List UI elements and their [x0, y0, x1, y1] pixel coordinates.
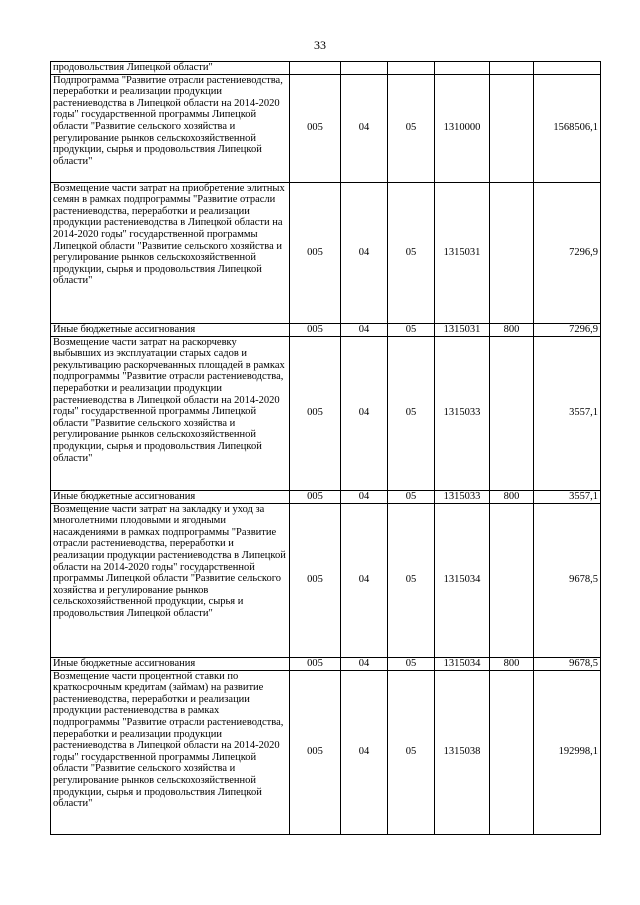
cell-subsection: 05	[388, 503, 435, 657]
cell-expense-type: 800	[490, 323, 534, 336]
cell-amount: 7296,9	[534, 182, 601, 323]
cell-section: 04	[341, 74, 388, 182]
budget-table-body	[51, 62, 601, 835]
cell-section: 04	[341, 503, 388, 657]
cell-expense-type	[490, 336, 534, 490]
cell-name: Подпрограмма "Развитие отрасли растениеводства, переработки и реализации продукции растениеводства в Липецкой области на 2014-2020 годы" государственной программы Липецкой области "Развитие сельского хозяйства и регулирование рынков сельскохозяйственной продукции, сырья и продовольствия Липецкой области"	[51, 74, 290, 182]
cell-ministry-code: 005	[290, 657, 341, 670]
cell-name: продовольствия Липецкой области"	[51, 62, 290, 75]
cell-target-article: 1315034	[435, 503, 490, 657]
cell-expense-type	[490, 62, 534, 75]
cell-subsection: 05	[388, 74, 435, 182]
table-row	[51, 490, 601, 503]
cell-target-article	[435, 62, 490, 75]
cell-subsection: 05	[388, 657, 435, 670]
cell-amount: 192998,1	[534, 670, 601, 834]
cell-section: 04	[341, 323, 388, 336]
cell-expense-type	[490, 74, 534, 182]
cell-expense-type: 800	[490, 657, 534, 670]
cell-name: Иные бюджетные ассигнования	[51, 657, 290, 670]
cell-section: 04	[341, 336, 388, 490]
cell-ministry-code: 005	[290, 74, 341, 182]
cell-section: 04	[341, 182, 388, 323]
cell-ministry-code: 005	[290, 503, 341, 657]
cell-name: Возмещение части затрат на раскорчевку выбывших из эксплуатации старых садов и рекультивацию раскорчеванных площадей в рамках подпрограммы "Развитие отрасли растениеводства, переработки и реализации продукции растениеводства в Липецкой области на 2014-2020 годы" государственной программы Липецкой области "Развитие сельского хозяйства и регулирование рынков сельскохозяйственной продукции, сырья и продовольствия Липецкой области"	[51, 336, 290, 490]
cell-amount: 9678,5	[534, 503, 601, 657]
cell-subsection: 05	[388, 182, 435, 323]
cell-amount: 9678,5	[534, 657, 601, 670]
table-row	[51, 336, 601, 490]
cell-subsection: 05	[388, 323, 435, 336]
cell-target-article: 1315034	[435, 657, 490, 670]
cell-expense-type	[490, 670, 534, 834]
table-row	[51, 657, 601, 670]
cell-ministry-code: 005	[290, 490, 341, 503]
cell-subsection: 05	[388, 336, 435, 490]
table-row	[51, 323, 601, 336]
cell-expense-type	[490, 503, 534, 657]
cell-name: Возмещение части затрат на приобретение элитных семян в рамках подпрограммы "Развитие отрасли растениеводства, переработки и реализации продукции растениеводства в Липецкой области на 2014-2020 годы" государственной программы Липецкой области "Развитие сельского хозяйства и регулирование рынков сельскохозяйственной продукции, сырья и продовольствия Липецкой области"	[51, 182, 290, 323]
cell-name: Иные бюджетные ассигнования	[51, 490, 290, 503]
cell-section: 04	[341, 670, 388, 834]
cell-ministry-code	[290, 62, 341, 75]
cell-target-article: 1315033	[435, 336, 490, 490]
cell-expense-type	[490, 182, 534, 323]
table-row	[51, 503, 601, 657]
page-number: 33	[314, 38, 326, 52]
cell-target-article: 1315031	[435, 323, 490, 336]
cell-name: Возмещение части процентной ставки по краткосрочным кредитам (займам) на развитие растениеводства, переработки и реализации продукции растениеводства в рамках подпрограммы "Развитие отрасли растениеводства, переработки и реализации продукции растениеводства в Липецкой области на 2014-2020 годы" государственной программы Липецкой области "Развитие сельского хозяйства и регулирование рынков сельскохозяйственной продукции, сырья и продовольствия Липецкой области"	[51, 670, 290, 834]
cell-name: Возмещение части затрат на закладку и уход за многолетними плодовыми и ягодными насаждениями в рамках подпрограммы "Развитие отрасли растениеводства, переработки и реализации продукции растениеводства в Липецкой области на 2014-2020 годы" государственной программы Липецкой области "Развитие сельского хозяйства и регулирование рынков сельскохозяйственной продукции, сырья и продовольствия Липецкой области"	[51, 503, 290, 657]
cell-amount	[534, 62, 601, 75]
cell-expense-type: 800	[490, 490, 534, 503]
cell-target-article: 1315031	[435, 182, 490, 323]
cell-subsection: 05	[388, 670, 435, 834]
cell-name: Иные бюджетные ассигнования	[51, 323, 290, 336]
cell-amount: 7296,9	[534, 323, 601, 336]
budget-table	[50, 61, 601, 835]
cell-target-article: 1310000	[435, 74, 490, 182]
cell-subsection	[388, 62, 435, 75]
cell-target-article: 1315033	[435, 490, 490, 503]
cell-ministry-code: 005	[290, 670, 341, 834]
table-row	[51, 670, 601, 834]
cell-amount: 3557,1	[534, 490, 601, 503]
table-row	[51, 62, 601, 75]
cell-amount: 1568506,1	[534, 74, 601, 182]
cell-ministry-code: 005	[290, 336, 341, 490]
table-row	[51, 74, 601, 182]
cell-subsection: 05	[388, 490, 435, 503]
cell-amount: 3557,1	[534, 336, 601, 490]
cell-section	[341, 62, 388, 75]
table-row	[51, 182, 601, 323]
cell-target-article: 1315038	[435, 670, 490, 834]
cell-ministry-code: 005	[290, 182, 341, 323]
cell-section: 04	[341, 657, 388, 670]
cell-section: 04	[341, 490, 388, 503]
cell-ministry-code: 005	[290, 323, 341, 336]
